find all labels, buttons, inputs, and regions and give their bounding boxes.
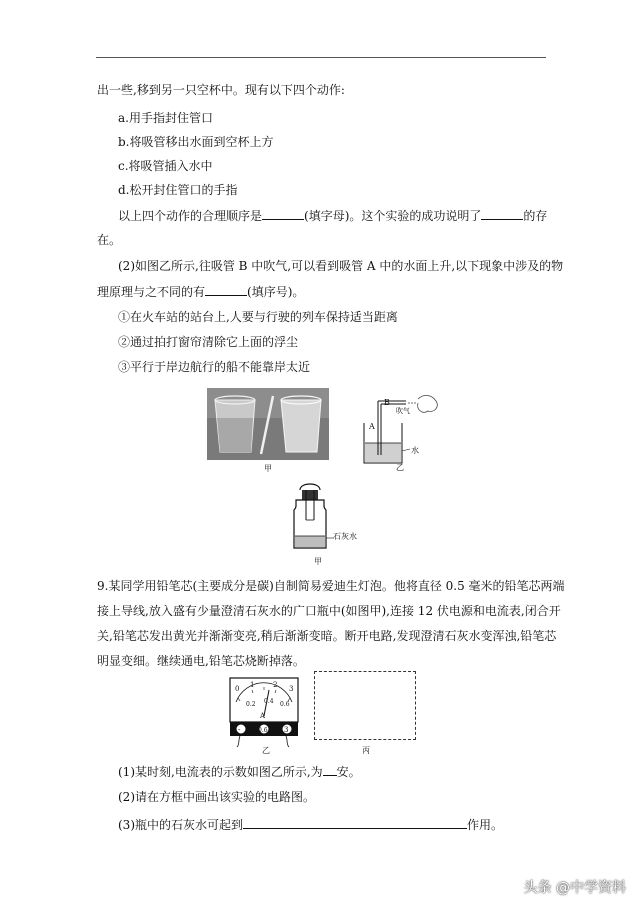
figure-2-caption: 甲	[314, 557, 322, 566]
terminal-0-6: 0.6	[258, 727, 268, 734]
question-order	[118, 207, 547, 224]
figure-3-caption-left: 乙	[262, 746, 270, 755]
scale-0-6: 0.6	[280, 701, 290, 708]
scale-1: 1	[250, 681, 255, 689]
scale-0: 0	[235, 685, 240, 693]
sub-question-3a: (3)瓶中的石灰水可起到	[118, 818, 243, 832]
question-order-part2: (填字母)。这个实验的成功说明了	[304, 209, 482, 223]
option-1: ①在火车站的站台上,人要与行驶的列车保持适当距离	[118, 310, 398, 324]
figure-3-caption-right: 丙	[362, 746, 370, 755]
question-9-line3: 关,铅笔芯发出黄光并渐渐变亮,稍后渐渐变暗。断开电路,发现澄清石灰水变浑浊,铅笔芯	[97, 629, 557, 643]
question-9-line2: 接上导线,放入盛有少量澄清石灰水的广口瓶中(如图甲),连接 12 伏电源和电流表,闭合开	[97, 604, 561, 618]
answer-blank-current[interactable]	[323, 763, 337, 776]
label-lime-water: 石灰水	[333, 532, 357, 541]
question-2-line2	[97, 283, 304, 300]
question-9-line1: 9.某同学用铅笔芯(主要成分是碳)自制简易爱迪生灯泡。他将直径 0.5 毫米的铅笔芯两端	[97, 579, 565, 593]
action-a: a.用手指封住管口	[118, 111, 213, 125]
terminal-3: 3	[284, 726, 289, 734]
action-c: c.将吸管插入水中	[118, 159, 213, 173]
scale-2: 2	[273, 681, 278, 689]
sub-question-2: (2)请在方框中画出该实验的电路图。	[118, 790, 315, 804]
answer-blank-principle[interactable]	[205, 283, 247, 296]
label-a: A	[369, 422, 375, 431]
question-2-line1: (2)如图乙所示,往吸管 B 中吹气,可以看到吸管 A 中的水面上升,以下现象中涉及的物	[118, 259, 564, 273]
figure-1-caption-left: 甲	[264, 464, 272, 473]
sub-question-3b: 作用。	[467, 818, 504, 832]
scale-0-4: 0.4	[264, 698, 274, 705]
sub-question-3	[118, 816, 503, 833]
scale-3: 3	[289, 685, 294, 693]
label-blow: 吹气	[396, 407, 410, 415]
label-b: B	[384, 398, 390, 407]
header-rule	[96, 57, 546, 58]
question-order-end: 在。	[97, 233, 122, 247]
question-2-line2b: (填序号)。	[247, 285, 305, 299]
sub-question-1a: (1)某时刻,电流表的示数如图乙所示,为	[118, 765, 323, 779]
terminal-minus: -	[238, 726, 241, 734]
option-2: ②通过拍打窗帘清除它上面的浮尘	[118, 335, 299, 349]
circuit-drawing-box[interactable]	[314, 671, 416, 740]
sub-question-1	[118, 763, 361, 780]
action-d: d.松开封住管口的手指	[118, 183, 238, 197]
cups-photo	[207, 388, 329, 460]
label-water: 水	[411, 446, 419, 455]
action-b: b.将吸管移出水面到空杯上方	[118, 135, 274, 149]
question-9-line4: 明显变细。继续通电,铅笔芯烧断掉落。	[97, 654, 305, 668]
watermark: 头条 @中学资料	[523, 880, 626, 896]
ammeter-unit: A	[260, 712, 266, 720]
option-3: ③平行于岸边航行的船不能靠岸太近	[118, 360, 311, 374]
sub-question-1b: 安。	[336, 765, 361, 779]
question-order-part1: 以上四个动作的合理顺序是	[118, 209, 263, 223]
intro-text: 出一些,移到另一只空杯中。现有以下四个动作:	[97, 83, 345, 97]
scale-0-2: 0.2	[246, 701, 256, 708]
answer-blank-function[interactable]	[243, 816, 467, 829]
answer-blank-order[interactable]	[262, 207, 304, 220]
question-2-line2a: 理原理与之不同的有	[97, 285, 206, 299]
figure-1-caption-right: 乙	[396, 463, 404, 472]
question-order-part3: 的存	[523, 209, 548, 223]
answer-blank-pressure[interactable]	[481, 207, 523, 220]
